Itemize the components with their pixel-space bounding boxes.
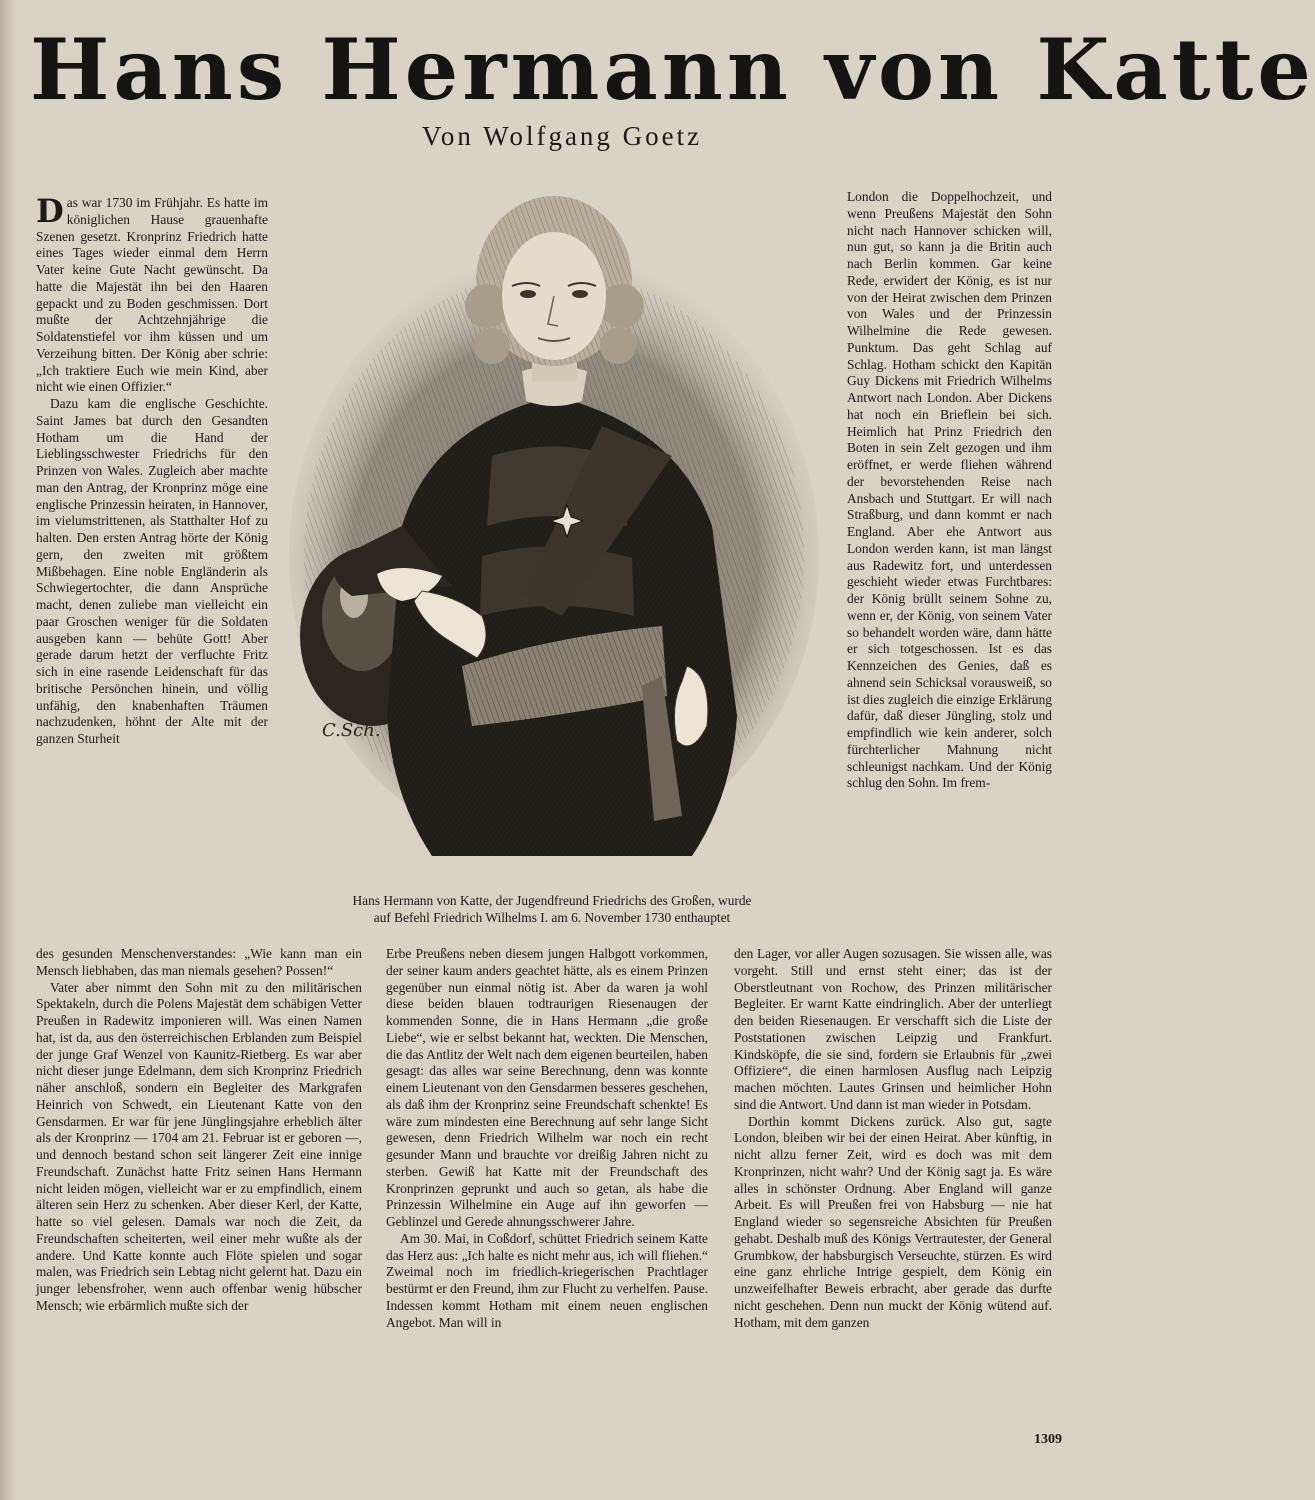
page-number: 1309 bbox=[1034, 1432, 1062, 1447]
paragraph: Dorthin kommt Dickens zurück. Also gut, sagte London, bleiben wir bei der einen Heirat. Aber künftig, in nicht allzu ferner Zeit, wird es doch was mit dem Kronprinzen, nicht wahr? Und der König sagt ja. Es wäre alles in schönster Ordnung. Aber England will ganze Arbeit. Es will Preußen frei von Habsburg — nie hat England wieder so segensreiche Absichten für Preußen gehabt. Deshalb muß des Königs Vertrautester, der General Grumbkow, der habsburgisch Verseuchte, stürzen. Es wird eine ganz ehrliche Intrige gespielt, dem König ein unzweifelhafter Beweis erbracht, aber gerade das durfte nicht geschehen. Denn nun muckt der König wütend auf. Hotham, mit dem ganzen bbox=[734, 1113, 1052, 1330]
text-column-bottom-1 bbox=[36, 946, 362, 1424]
paragraph: Erbe Preußens neben diesem jungen Halbgott vorkommen, der seiner kaum anders geachtet hätte, als es einem Prinzen gegenüber nun einmal nötig ist. Aber da waren ja wohl diese beiden blauen todtraurigen Riesenaugen der kommenden Sonne, die in Hans Hermann „die große Liebe“, wie er selbst bekannt hat, weckten. Die Menschen, die das Antlitz der Welt nach dem eigenen beurteilen, haben gesagt: das alles war seine Berechnung, denn was konnte einem Lieutenant von den Gensdarmen besseres geschehen, als daß ihm der Kronprinz seine Freundschaft schenkte! Es wäre zum mindesten eine Berechnung auf sehr lange Sicht gewesen, denn Friedrich Wilhelm war noch ein recht gesunder Mann und brauchte vor dreißig Jahren nicht zu sterben. Gewiß hat Katte mit der Freundschaft des Kronprinzen geprunkt und auch so getan, als habe die Prinzessin Wilhelmine ein Auge auf ihn geworfen — Geblinzel und Gerede ahnungsschwerer Jahre. bbox=[386, 946, 708, 1229]
paragraph: Vater aber nimmt den Sohn mit zu den militärischen Spektakeln, durch die Polens Majestät dem schäbigen Vetter Preußen in Radewitz imponieren will. Was einen Namen hat, ist da, aus den österreichischen Erblanden zum Beispiel der junge Graf Wenzel von Kaunitz-Rietberg. Es war aber nicht dieser junge Edelmann, dem sich Kronprinz Friedrich näher anschloß, sondern ein Begleiter des Markgrafen Heinrich von Schwedt, ein Lieutenant Katte von den Gensdarmen. Er war für jene Jünglingsjahre erheblich älter als der Kronprinz — 1704 am 21. Februar ist er geboren —, und dennoch bestand schon seit längerer Zeit eine innige Freundschaft. Zunächst hatte Fritz seinen Hans Hermann nicht leiden mögen, vielleicht war er zu empfindlich, einem älteren sein Herz zu schenken. Aber dieser Kerl, der Katte, hatte so viel gelesen. Damals war noch die Zeit, da Freundschaften scheiterten, weil einer mehr wußte als der andere. Und Katte konnte auch Flöte spielen und sogar malen, was Friedrich sein Lebtag nicht gelernt hat. Dazu ein junger lebensfroher, wenn auch offenbar wenig hübscher Mensch; wie erbärmlich mußte sich der bbox=[36, 979, 362, 1313]
text-column-bottom-3 bbox=[734, 946, 1052, 1424]
paragraph-text: as war 1730 im Frühjahr. Es hatte im königlichen Hause grauenhafte Szenen gesetzt. Kronprinz Friedrich hatte eines Tages wieder einmal dem Herrn Vater keine Gute Nacht gewünscht. Da hatte die Majestät ihn bei den Haaren gepackt und zu Boden geschmissen. Dort mußte der Achtzehnjährige die Soldatenstiefel vor ihm küssen und um Verzeihung bitten. Der König aber schrie: „Ich traktiere Euch wie mein Kind, aber nicht wie einen Offizier.“ bbox=[36, 195, 268, 395]
paragraph: Am 30. Mai, in Coßdorf, schüttet Friedrich seinem Katte das Herz aus: „Ich halte es nicht mehr aus, ich will fliehen.“ Zweimal noch im friedlich-kriegerischen Prachtlager bestürmt er den Freund, ihm zur Flucht zu verhelfen. Pause. Indessen kommt Hotham mit einem neuen englischen Angebot. Man will in bbox=[386, 1230, 708, 1330]
article-title: Hans Hermann von Katte bbox=[30, 20, 1315, 119]
paragraph: London die Doppelhochzeit, und wenn Preußens Majestät den Sohn nicht nach Hannover schicken will, nun gut, so kann ja die Britin auch nach Berlin kommen. Gar keine Rede, erwidert der König, es ist nur von der Heirat zwischen dem Prinzen von Wales und der Prinzessin Wilhelmine die Rede gewesen. Punktum. Das geht Schlag auf Schlag. Hotham schickt den Kapitän Guy Dickens mit Friedrich Wilhelms Antwort nach London. Aber Dickens hat noch ein Brieflein bei sich. Heimlich hat Prinz Friedrich den Boten in sein Zelt gezogen und ihm eröffnet, er werde fliehen während der bevorstehenden Reise nach Ansbach und Stuttgart. Er will nach Straßburg, und dann kommt er nach England. Aber ehe Antwort aus London werden kann, ist man längst aus Radewitz fort, und unterdessen geschieht wieder etwas Furchtbares: der König brüllt seinem Sohne zu, wenn er, der König, von seinem Vater so behandelt worden wäre, dann hätte er sich totgeschossen. Ist es das Kennzeichen des Genies, daß es ahnend sein Schicksal vorausweiß, so ist dies zugleich die einzige Erklärung dafür, daß dieser Jüngling, stolz und empfindlich wie kein anderer, solch fürchterlicher Mahnung nicht schleunigst nachkam. Und der König schlug den Sohn. Im frem- bbox=[847, 189, 1052, 791]
author-byline: Von Wolfgang Goetz bbox=[421, 121, 703, 151]
paragraph: Dazu kam die englische Geschichte. Saint James bat durch den Gesandten Hotham um die Hand der Lieblingsschwester Friedrichs für den Prinzen von Wales. Zugleich aber machte man den Antrag, der Kronprinz möge eine englische Prinzessin heiraten, in Hannover, im vielumstrittenen, als Statthalter Hof zu halten. Den ersten Antrag hörte der König gern, den zweiten mit größtem Mißbehagen. Eine noble Engländerin als Schwiegertochter, die dann Ansprüche macht, denen zuliebe man vielleicht ein paar Groschen weniger für die Soldaten ausgeben kann — behüte Gott! Aber gerade darum hetzt der verfluchte Fritz sich in eine rasende Leidenschaft für das britische Persönchen hinein, und völlig unfähig, den knabenhaften Träumen nachzudenken, höhnt der Alte mit der ganzen Sturheit bbox=[36, 396, 268, 746]
caption-line: auf Befehl Friedrich Wilhelms I. am 6. November 1730 enthauptet bbox=[373, 910, 731, 925]
text-column-right bbox=[847, 189, 1052, 949]
paragraph: den Lager, vor aller Augen sozusagen. Sie wissen alle, was vorgeht. Still und ernst steht einer; das ist der Oberstleutnant von Rochow, des Prinzen militärischer Begleiter. Er warnt Katte eindringlich. Aber der unterliegt den beiden Riesenaugen. Er verschafft sich die Liste der Poststationen zwischen Leipzig und Frankfurt. Kindsköpfe, die sie sind, fordern sie Erlaubnis für „zwei Offiziere“, die einen harmlosen Ausflug nach Leipzig machen möchten. Lautes Grinsen und heimlicher Hohn sind die Antwort. Und dann ist man wieder in Potsdam. bbox=[734, 946, 1052, 1112]
caption-line: Hans Hermann von Katte, der Jugendfreund Friedrichs des Großen, wurde bbox=[352, 893, 752, 908]
paragraph bbox=[36, 192, 268, 396]
drop-cap: D bbox=[36, 192, 64, 230]
artist-signature: C.Sch. bbox=[322, 720, 381, 741]
text-column-bottom-2 bbox=[386, 946, 708, 1424]
paragraph: des gesunden Menschenverstandes: „Wie kann man ein Mensch liebhaben, das man niemals gesehen? Possen!“ bbox=[36, 946, 362, 978]
text-column-left bbox=[36, 192, 268, 953]
portrait-illustration bbox=[282, 196, 827, 881]
page-gutter-shadow bbox=[0, 0, 16, 1500]
portrait-engraving bbox=[282, 196, 827, 881]
portrait-caption bbox=[262, 892, 842, 932]
